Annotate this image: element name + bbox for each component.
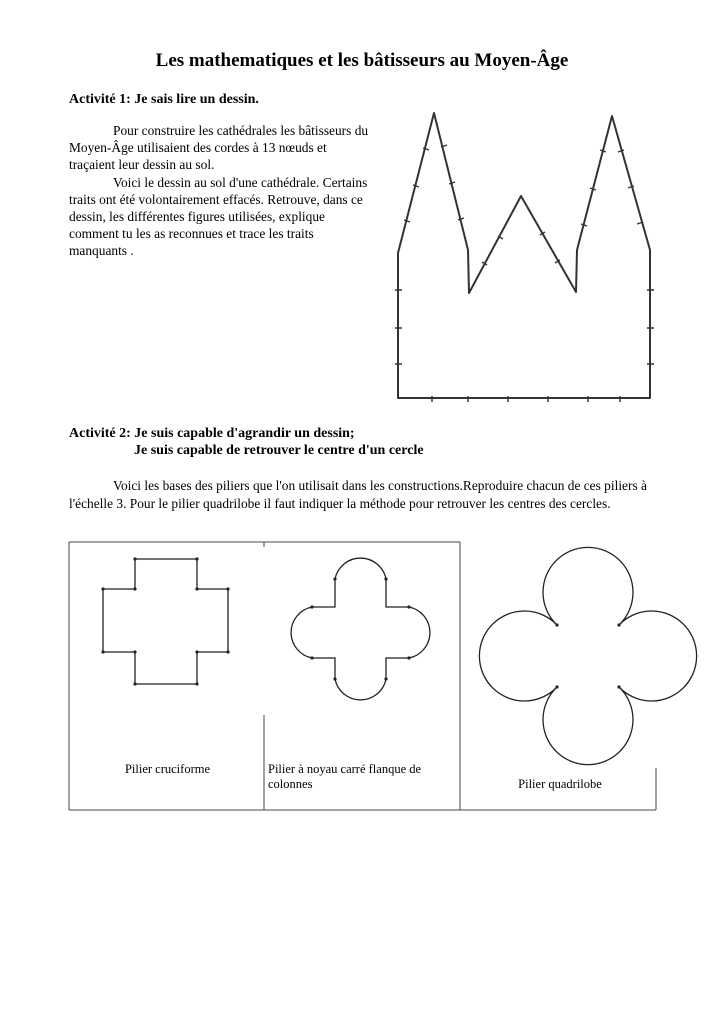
page-title: Les mathematiques et les bâtisseurs au Moyen-Âge — [155, 50, 569, 71]
activity2-heading-line2: Je suis capable de retrouver le centre d'un cercle — [134, 443, 424, 458]
activity2-paragraph: Voici les bases des piliers que l'on utilisait dans les constructions.Reproduire chacun de ces piliers à l'échelle 3. Pour le pilier quadrilobe il faut indiquer la méthode pour retrouver les centres des cercles. — [69, 478, 647, 511]
activity1-heading: Activité 1: Je sais lire un dessin. — [69, 92, 259, 107]
activity1-paragraph2: Voici le dessin au sol d'une cathédrale. Certains traits ont été volontairement effacés. Retrouve, dans ce dessin, les différentes figures utilisées, explique comment tu les as reconnues et trace les traits manquants . — [69, 174, 368, 259]
cruciform-pillar — [101, 557, 229, 685]
caption-quadrilobe: Pilier quadrilobe — [518, 777, 602, 791]
square-core-pillar — [291, 558, 430, 700]
activity1-paragraph1: Pour construire les cathédrales les bâtisseurs du Moyen-Âge utilisaient des cordes à 13 nœuds et traçaient leur dessin au sol. — [69, 123, 369, 173]
cathedral-drawing — [395, 113, 654, 402]
caption-square-core: Pilier à noyau carré flanque de colonnes — [268, 762, 422, 791]
quadrilobe-pillar — [479, 547, 696, 764]
activity2-heading-line1: Activité 2: Je suis capable d'agrandir un dessin; — [69, 426, 355, 441]
caption-cruciform: Pilier cruciforme — [124, 762, 211, 776]
